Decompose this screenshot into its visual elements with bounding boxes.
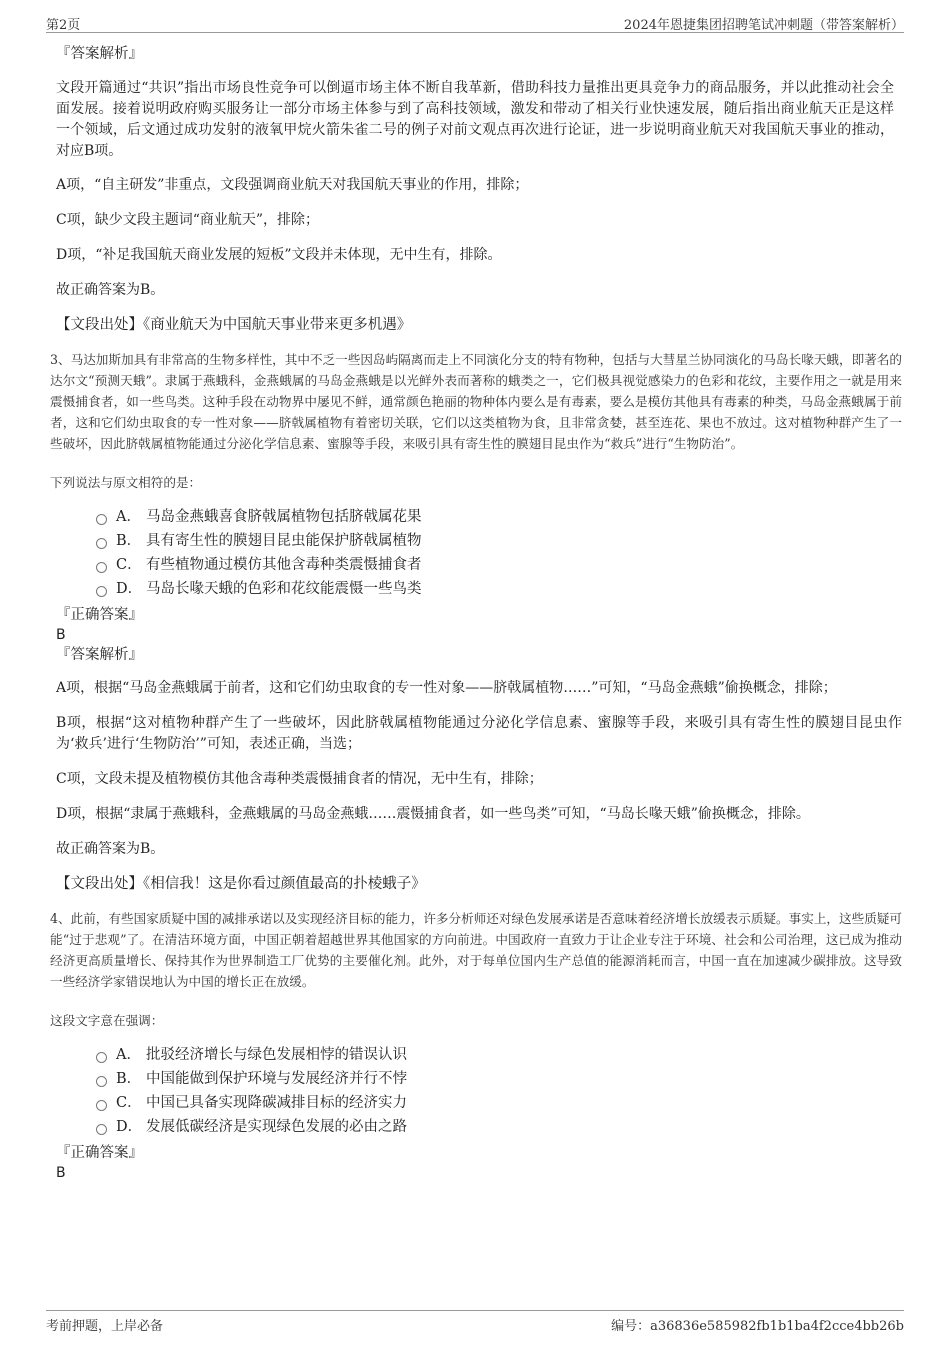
answer-value: B — [56, 1165, 66, 1181]
radio-icon[interactable] — [96, 514, 107, 525]
question-passage: 4、此前，有些国家质疑中国的减排承诺以及实现经济目标的能力，许多分析师还对绿色发展承诺是否意味着经济增长放缓表示质疑。事实上，这些质疑可能“过于悲观”了。在清洁环境方面，中国正朝着超越世界其他国家的方向前进。中国政府一直致力于让企业专注于环境、社会和公司治理，这已成为推动经济更高质量增长、保持其作为世界制造工厂优势的主要催化剂。此外，对于每单位国内生产总值的能源消耗而言，中国一直在加速减少碳排放。这导致一些经济学家错误地认为中国的增长正在放缓。 — [50, 911, 902, 989]
passage-source: 【文段出处】《相信我！这是你看过颜值最高的扑棱蛾子》 — [56, 876, 426, 892]
question-stem: 这段文字意在强调： — [50, 1013, 164, 1028]
answer-tag: 『正确答案』 — [56, 1145, 143, 1161]
radio-icon[interactable] — [96, 562, 107, 573]
analysis-tag: 『答案解析』 — [56, 46, 143, 62]
analysis-option-d: D项，根据“隶属于燕蛾科，金燕蛾属的马岛金燕蛾……震慑捕食者，如一些鸟类”可知，“马岛长喙天蛾”偷换概念，排除。 — [56, 806, 810, 822]
option-d[interactable]: D． 发展低碳经济是实现绿色发展的必由之路 — [96, 1115, 902, 1139]
radio-icon[interactable] — [96, 538, 107, 549]
radio-icon[interactable] — [96, 586, 107, 597]
question-stem: 下列说法与原文相符的是： — [50, 475, 202, 490]
page-content — [50, 44, 902, 1183]
conclusion: 故正确答案为B。 — [56, 282, 165, 298]
option-c[interactable]: C． 中国已具备实现降碳减排目标的经济实力 — [96, 1091, 902, 1115]
page-header — [46, 12, 904, 33]
analysis-option-c: C项，缺少文段主题词“商业航天”，排除； — [56, 212, 320, 228]
option-a[interactable]: A． 马岛金燕蛾喜食脐戟属植物包括脐戟属花果 — [96, 505, 902, 529]
options-list — [56, 1043, 902, 1139]
analysis-option-d: D项，“补足我国航天商业发展的短板”文段并未体现，无中生有，排除。 — [56, 247, 502, 263]
analysis-option-c: C项，文段未提及植物模仿其他含毒种类震慑捕食者的情况，无中生有，排除； — [56, 771, 543, 787]
option-b[interactable]: B． 具有寄生性的膜翅目昆虫能保护脐戟属植物 — [96, 529, 902, 553]
option-a[interactable]: A． 批驳经济增长与绿色发展相悖的错误认识 — [96, 1043, 902, 1067]
question-passage: 3、马达加斯加具有非常高的生物多样性，其中不乏一些因岛屿隔离而走上不同演化分支的特有物种，包括与大彗星兰协同演化的马岛长喙天蛾，即著名的达尔文“预测天蛾”。隶属于燕蛾科，金燕蛾属的马岛金燕蛾是以光鲜外表而著称的蛾类之一，它们极具视觉感染力的色彩和花纹，主要作用之一就是用来震慑捕食者，如一些鸟类。这种手段在动物界中屡见不鲜，通常颜色艳丽的物种体内要么是有毒素，要么是模仿其他具有毒素的种类，马岛金燕蛾属于前者，这和它们幼虫取食的专一性对象——脐戟属植物有着密切关联，它们以这类植物为食，且非常贪婪，甚至连花、果也不放过。这对植物种群产生了一些破坏，因此脐戟属植物能通过分泌化学信息素、蜜腺等手段，来吸引具有寄生性的膜翅目昆虫作为“救兵”进行“生物防治”。 — [50, 352, 902, 451]
page-footer — [46, 1310, 904, 1335]
answer-value: B — [56, 627, 66, 643]
radio-icon[interactable] — [96, 1100, 107, 1111]
footer-slogan: 考前押题，上岸必备 — [46, 1319, 164, 1334]
analysis-option-a: A项，“自主研发”非重点，文段强调商业航天对我国航天事业的作用，排除； — [56, 177, 529, 193]
options-list — [56, 505, 902, 601]
document-code: 编号：a36836e585982fb1b1ba4f2cce4bb26b — [611, 1319, 904, 1334]
page-number: 第2页 — [46, 18, 81, 33]
conclusion: 故正确答案为B。 — [56, 841, 165, 857]
analysis-option-b: B项，根据“这对植物种群产生了一些破坏，因此脐戟属植物能通过分泌化学信息素、蜜腺等手段，来吸引具有寄生性的膜翅目昆虫作为‘救兵’进行‘生物防治’”可知，表述正确，当选； — [56, 715, 902, 752]
option-b[interactable]: B． 中国能做到保护环境与发展经济并行不悖 — [96, 1067, 902, 1091]
document-title: 2024年恩捷集团招聘笔试冲刺题（带答案解析） — [623, 18, 904, 33]
answer-tag: 『正确答案』 — [56, 607, 143, 623]
radio-icon[interactable] — [96, 1052, 107, 1063]
passage-source: 【文段出处】《商业航天为中国航天事业带来更多机遇》 — [56, 317, 412, 333]
analysis-tag: 『答案解析』 — [56, 647, 143, 663]
option-c[interactable]: C． 有些植物通过模仿其他含毒种类震慑捕食者 — [96, 553, 902, 577]
radio-icon[interactable] — [96, 1124, 107, 1135]
radio-icon[interactable] — [96, 1076, 107, 1087]
analysis-text: 文段开篇通过“共识”指出市场良性竞争可以倒逼市场主体不断自我革新，借助科技力量推出更具竞争力的商品服务，并以此推动社会全面发展。接着说明政府购买服务让一部分市场主体参与到了高科技领域，激发和带动了相关行业快速发展，随后指出商业航天正是这样一个领域，后文通过成功发射的液氧甲烷火箭朱雀二号的例子对前文观点再次进行论证，进一步说明商业航天对我国航天事业的推动，对应B项。 — [56, 80, 894, 159]
analysis-option-a: A项，根据“马岛金燕蛾属于前者，这和它们幼虫取食的专一性对象——脐戟属植物……”可知，“马岛金燕蛾”偷换概念，排除； — [56, 680, 837, 696]
option-d[interactable]: D． 马岛长喙天蛾的色彩和花纹能震慑一些鸟类 — [96, 577, 902, 601]
